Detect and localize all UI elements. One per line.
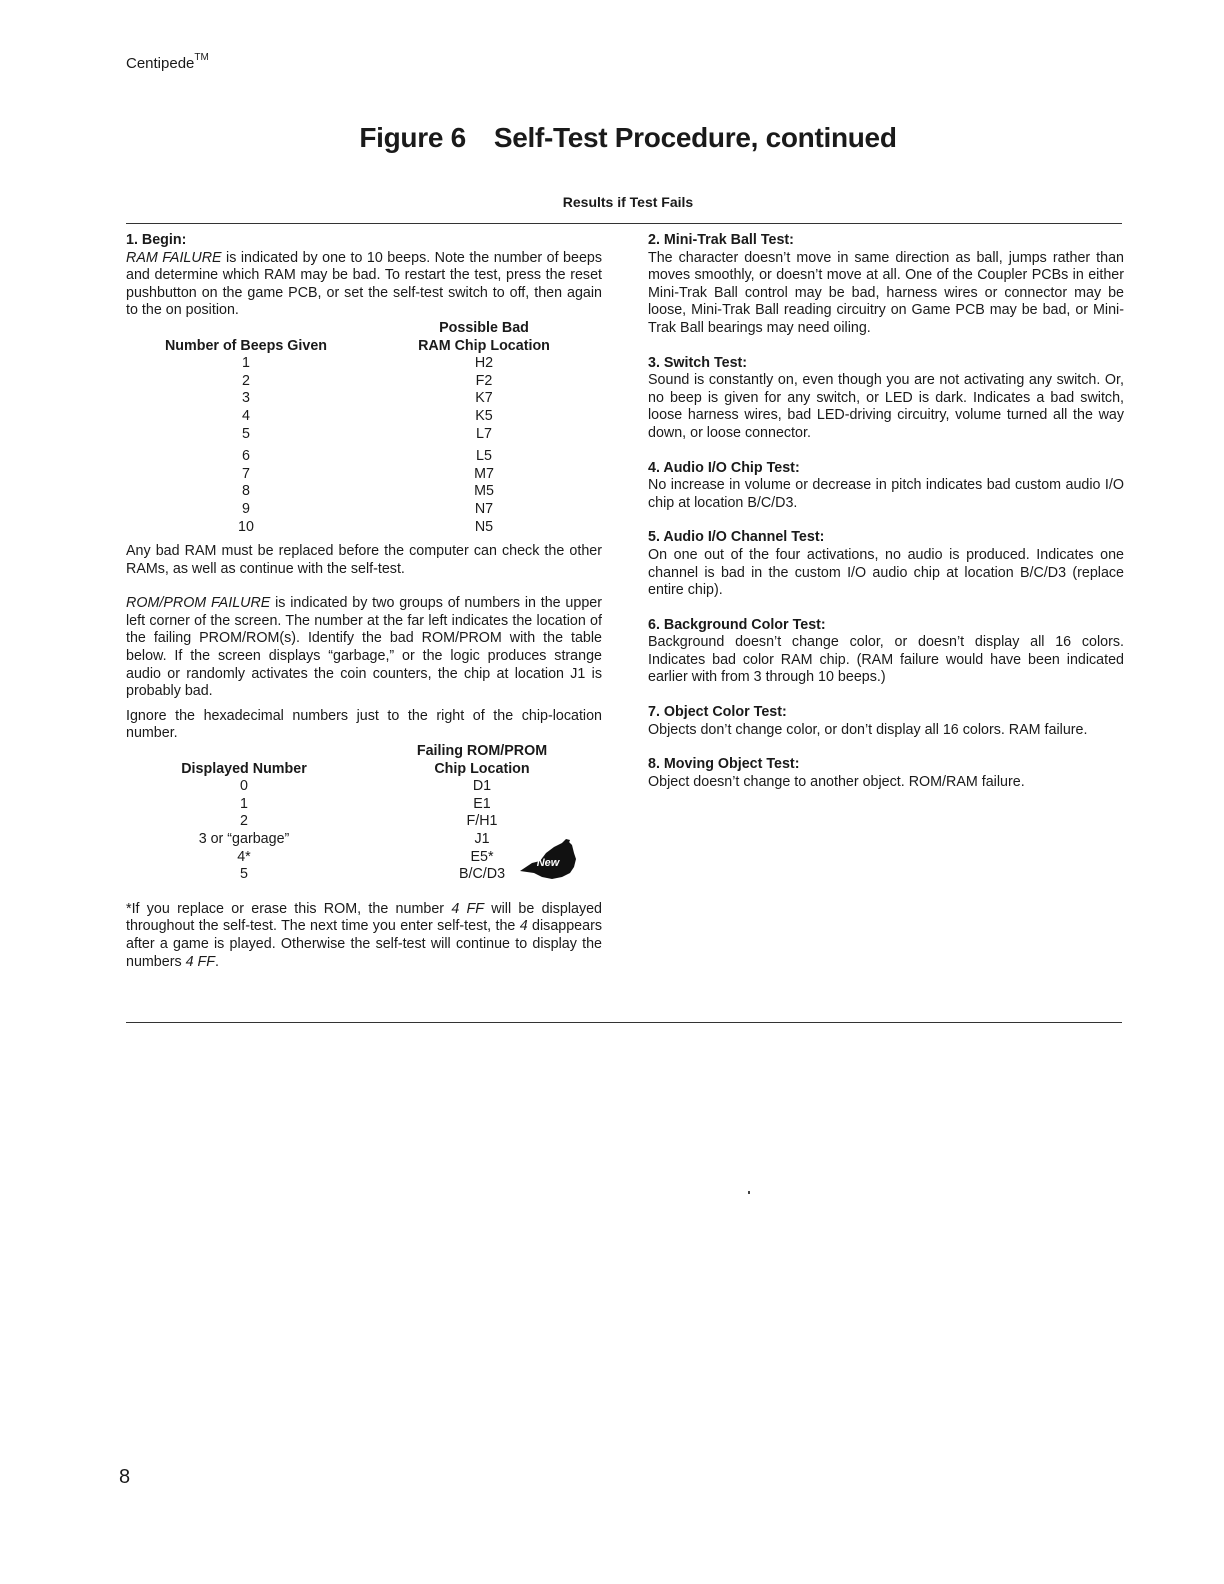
beeps-table [126,320,602,536]
rom-col2-header-2: Chip Location [434,760,530,777]
table-row: 5 B/C/D3 [240,866,506,883]
page-number: 8 [119,1466,131,1488]
beeps-col1-header: Number of Beeps Given [164,337,328,354]
bottom-divider [126,1022,1122,1023]
section-object-color [648,704,1124,739]
scan-speck [748,1191,750,1194]
section-text: No increase in volume or decrease in pitch indicates bad custom audio I/O chip at location B/C/D3. [648,477,1124,511]
section-text: On one out of the four activations, no audio is produced. Indicates one channel is bad in the custom I/O audio chip at location B/C/D3 (replace entire chip). [648,546,1124,599]
footnote: *If you replace or erase this ROM, the number 4 FF will be displayed throughout the self-test. The next time you enter self-test, the 4 disappears after a game is played. Otherwise the self-test will continue to display the numbers 4 FF. [126,900,602,970]
table-row: 10 N5 [238,518,494,535]
ignore-hex-paragraph: Ignore the hexadecimal numbers just to the right of the chip-location number. [126,707,602,742]
table-row: 5 L7 [242,425,492,442]
section-title: 5. Audio I/O Channel Test: [648,529,825,546]
rom-failure-paragraph: ROM/PROM FAILURE is indicated by two groups of numbers in the upper left corner of the screen. The number at the far left indicates the location of the failing PROM/ROM(s). Identify the bad ROM/PROM with the table below. If the screen displays “garbage,” or the logic produces strange audio or randomly activates the coin counters, the chip at location J1 is probably bad. [126,595,602,700]
section-title: 6. Background Color Test: [648,616,826,633]
top-divider [126,223,1122,224]
table-row: 8 M5 [242,483,494,500]
table-row: 1 E1 [240,795,491,812]
results-header: Results if Test Fails [562,194,694,210]
trademark-mark: TM [194,52,209,63]
section-audio-chip [648,460,1124,513]
figure-number: Figure 6 [359,122,466,153]
section-title: 2. Mini-Trak Ball Test: [648,232,794,248]
figure-caption: Self-Test Procedure, continued [493,122,897,153]
table-row: 7 M7 [242,465,494,482]
right-column [648,232,1124,808]
section-title: 7. Object Color Test: [648,704,787,721]
section-mini-trak-ball [648,232,1124,338]
table-row: 3 K7 [242,390,493,407]
table-row: 3 or “garbage” J1 [198,831,490,847]
rom-col2-header-1: Failing ROM/PROM [416,743,548,760]
running-header: Centipede™ [126,52,209,72]
table-row: 2 F2 [242,372,493,389]
begin-heading: 1. Begin: [126,232,187,248]
section-title: 3. Switch Test: [648,354,748,371]
section-switch-test [648,355,1124,443]
table-row: 6 L5 [242,448,492,465]
new-badge-label: New [536,857,560,869]
table-row: 2 F/H1 [240,813,498,830]
new-badge-hand-icon [518,837,578,883]
beeps-col2-header-1: Possible Bad [439,319,529,336]
rom-col1-header: Displayed Number [181,760,307,777]
section-text: Objects don’t change color, or don’t display all 16 colors. RAM failure. [648,721,1088,738]
section-title: 4. Audio I/O Chip Test: [648,459,800,476]
section-background-color [648,617,1124,687]
table-row: 1 H2 [242,355,494,372]
section-title: 8. Moving Object Test: [648,756,800,773]
section-moving-object [648,756,1124,791]
ram-failure-paragraph: RAM FAILURE is indicated by one to 10 beeps. Note the number of beeps and determine which RAM may be bad. To restart the test, press the reset pushbutton on the game PCB, or set the self-test switch to off, then again to the on position. [126,249,603,319]
table-row: 0 D1 [240,778,492,795]
section-text: The character doesn’t move in same direction as ball, jumps rather than moves smoothly, or doesn’t move at all. One of the Coupler PCBs in either Mini-Trak Ball control may be bad, harness wires or connector may be loose, Mini-Trak Ball reading circuitry on Game PCB may be bad, or Mini-Trak Ball bearings may need oiling. [648,249,1124,336]
section-text: Sound is constantly on, even though you are not activating any switch. Or, no beep is given for any switch, or LED is dark. Indicates a bad switch, loose harness wires, bad LED-driving circuitry, volume turned all the way down, or loose connector. [648,372,1124,441]
section-text: Background doesn’t change color, or doesn’t display all 16 colors. Indicates bad color RAM chip. (RAM failure would have been indicated earlier with from 3 through 10 beeps.) [648,634,1124,686]
section-audio-channel [648,529,1124,599]
table-row: 9 N7 [242,500,494,517]
table-row: 4 K5 [242,407,493,424]
table-row: 4* E5* [237,848,494,865]
section-text: Object doesn’t change to another object. ROM/RAM failure. [648,773,1025,790]
bad-ram-paragraph: Any bad RAM must be replaced before the computer can check the other RAMs, as well as continue with the self-test. [126,543,602,577]
beeps-col2-header-2: RAM Chip Location [418,337,550,354]
figure-title [0,122,1224,154]
